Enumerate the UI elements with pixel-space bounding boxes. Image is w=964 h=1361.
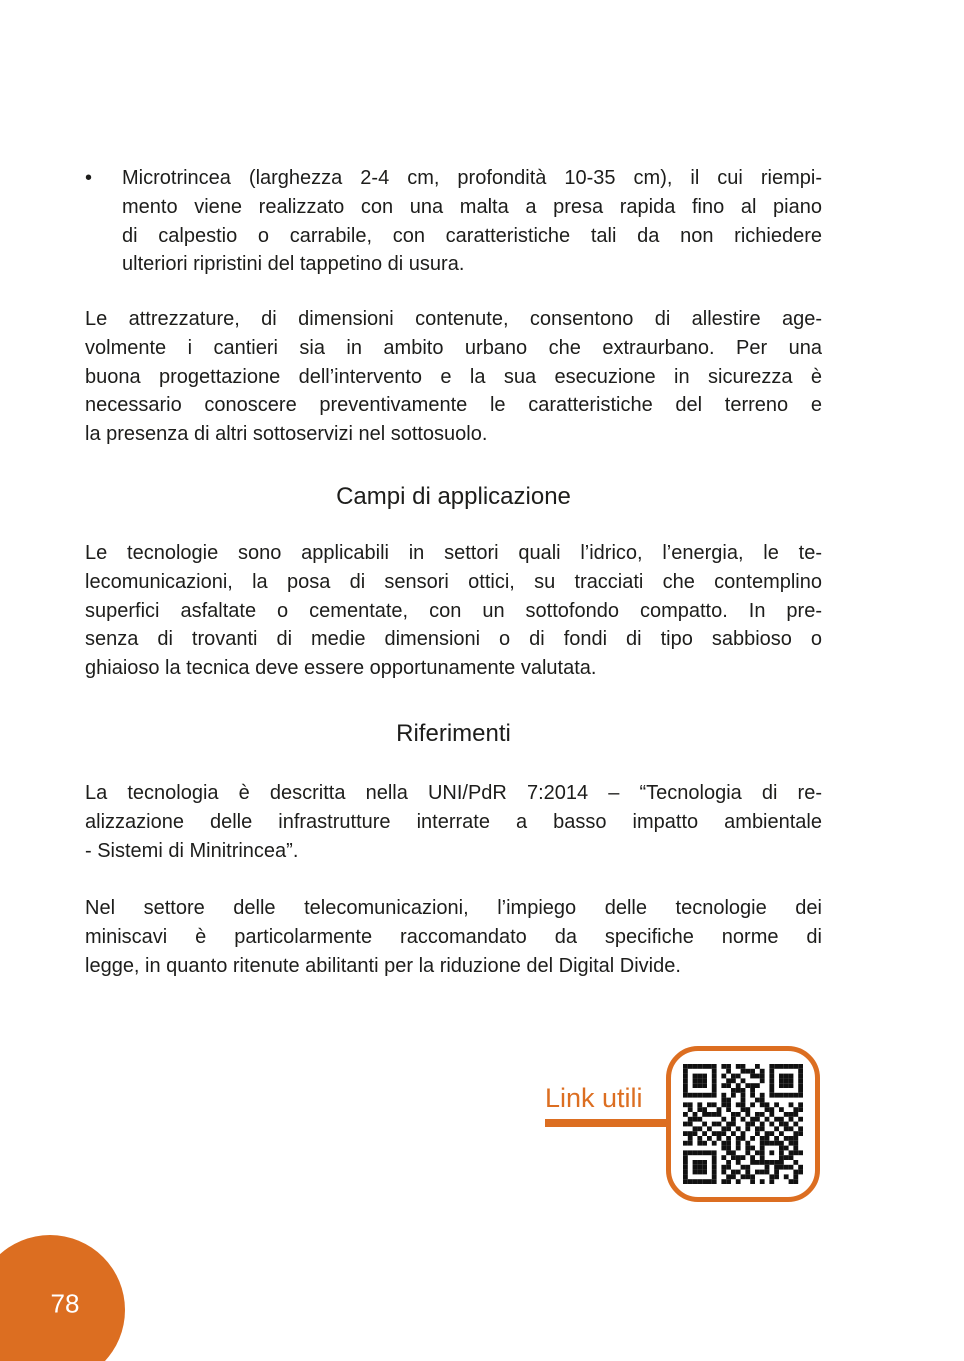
text-line: buona progettazione dell’intervento e la sua esecuzione in sicurezza è [85,365,822,388]
text-line: lecomunicazioni, la posa di sensori ottici, su tracciati che contemplino [85,570,822,593]
link-utili-underline [545,1119,666,1127]
paragraph-telecom [85,894,822,980]
text-line: Le tecnologie sono applicabili in settori quali l’idrico, l’energia, le te- [85,542,822,564]
paragraph-uni [85,779,822,865]
bullet-icon: • [85,167,93,189]
bullet-item-text [122,164,822,279]
paragraph-campi [85,539,822,683]
text-line: miniscavi è particolarmente raccomandato da specifiche norme di [85,925,822,948]
text-line: - Sistemi di Minitrincea”. [85,839,299,862]
page-number-badge [0,1235,125,1361]
text-line: di calpestio o carrabile, con caratteristiche tali da non richiedere [122,224,822,247]
text-line: senza di trovanti di medie dimensioni o di fondi di tipo sabbioso o [85,628,822,651]
text-line: Le attrezzature, di dimensioni contenute, consentono di allestire age- [85,308,822,330]
text-line: La tecnologia è descritta nella UNI/PdR 7:2014 – “Tecnologia di re- [85,782,822,804]
text-line: Nel settore delle telecomunicazioni, l’impiego delle tecnologie dei [85,897,822,919]
text-line: la presenza di altri sottoservizi nel sottosuolo. [85,423,488,446]
page-number: 78 [50,1288,80,1319]
text-line: Microtrincea (larghezza 2-4 cm, profondità 10-35 cm), il cui riempi- [122,167,822,189]
text-line: mento viene realizzato con una malta a presa rapida fino al piano [122,195,822,218]
text-line: legge, in quanto ritenute abilitanti per la riduzione del Digital Divide. [85,954,681,977]
qr-code-frame [666,1046,820,1202]
text-line: superfici asfaltate o cementate, con un sottofondo compatto. In pre- [85,599,822,622]
section-heading-campi: Campi di applicazione [336,483,571,510]
text-line: alizzazione delle infrastrutture interrate a basso impatto ambientale [85,810,822,833]
text-line: ulteriori ripristini del tappetino di usura. [122,253,465,276]
text-line: ghiaioso la tecnica deve essere opportunamente valutata. [85,657,597,680]
link-utili-label[interactable]: Link utili [545,1083,643,1113]
paragraph-equipment [85,305,822,449]
section-heading-riferimenti: Riferimenti [396,720,511,747]
text-line: volmente i cantieri sia in ambito urbano che extraurbano. Per una [85,336,822,359]
bullet-item [85,164,822,279]
qr-code-icon [683,1064,803,1184]
text-line: necessario conoscere preventivamente le caratteristiche del terreno e [85,394,822,417]
